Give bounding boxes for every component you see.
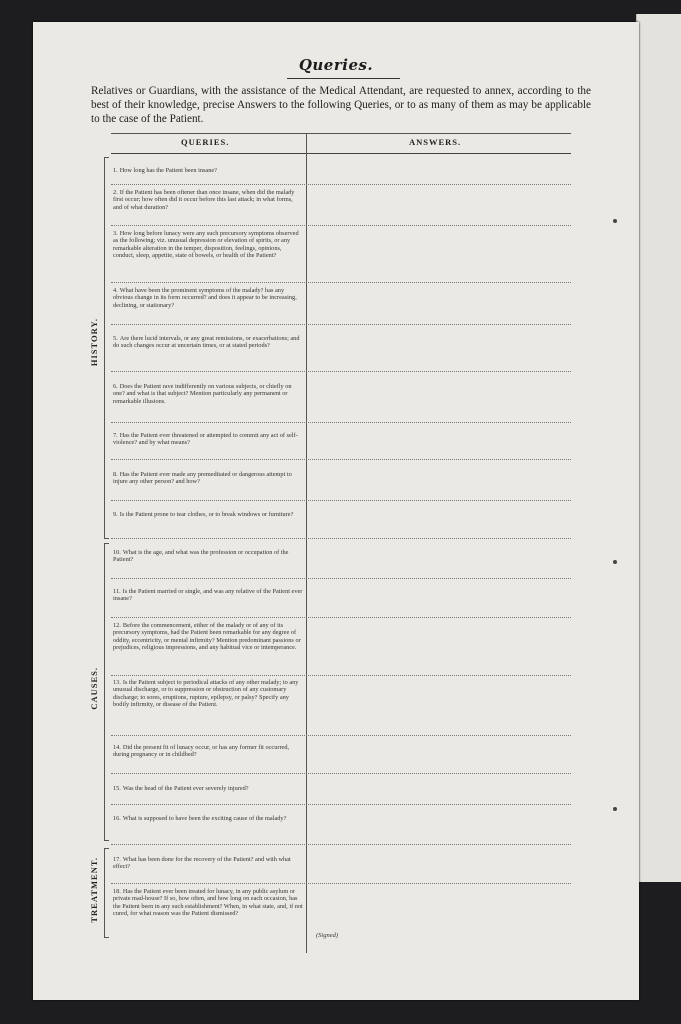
row-rule bbox=[111, 538, 571, 539]
section-causes-brace bbox=[104, 543, 109, 841]
query-item: 15. Was the head of the Patient ever severely injured? bbox=[113, 785, 249, 792]
row-rule bbox=[111, 282, 571, 283]
query-item: 5. Are there lucid intervals, or any great remissions, or exacerbations; and do such changes occur at uncertain times, or at stated periods? bbox=[113, 335, 300, 350]
section-history-brace bbox=[104, 157, 109, 539]
queries-column-header: QUERIES. bbox=[181, 137, 230, 147]
row-rule bbox=[111, 617, 571, 618]
signature-label: (Signed) bbox=[316, 932, 339, 939]
answers-column-header: ANSWERS. bbox=[409, 137, 462, 147]
intro-paragraph: Relatives or Guardians, with the assistance of the Medical Attendant, are requested to annex, according to the best of their knowledge, precise Answers to the following Queries, or to as many of them as may be applicable to the case of the Patient. bbox=[91, 85, 591, 125]
row-rule bbox=[111, 735, 571, 736]
row-rule bbox=[111, 500, 571, 501]
row-rule bbox=[111, 773, 571, 774]
query-item: 17. What has been done for the recovery of the Patient? and with what effect? bbox=[113, 856, 291, 871]
column-header-rule bbox=[111, 153, 571, 154]
query-item: 13. Is the Patient subject to periodical attacks of any other malady; to any unusual discharge, or to suppression or obstruction of any customary discharge; to sores, eruptions, rupture, epilepsy, or palsy? Specify any bodily infirmity, or disease of the Patient. bbox=[113, 679, 299, 709]
query-item: 2. If the Patient has been oftener than once insane, when did the malady first occur; how often did it occur before this last attack; in what forms, and of what duration? bbox=[113, 189, 295, 211]
binding-hole bbox=[613, 807, 617, 811]
title-rule bbox=[287, 78, 400, 79]
row-rule bbox=[111, 675, 571, 676]
section-history-label: HISTORY. bbox=[89, 318, 99, 367]
query-item: 11. Is the Patient married or single, and was any relative of the Patient ever insane? bbox=[113, 588, 303, 603]
row-rule bbox=[111, 459, 571, 460]
binding-hole bbox=[613, 560, 617, 564]
page-title: Queries. bbox=[298, 56, 374, 74]
row-rule bbox=[111, 578, 571, 579]
row-rule bbox=[111, 225, 571, 226]
header-rule bbox=[111, 133, 571, 134]
row-rule bbox=[111, 184, 571, 185]
query-item: 18. Has the Patient ever been treated for lunacy, in any public asylum or private mad-house? If so, how often, and how long on each occasion, has the Patient been in any such establishment? When, in what state, and, if not cured, for what reason was the Patient dismissed? bbox=[113, 888, 303, 918]
binding-hole bbox=[613, 219, 617, 223]
query-item: 14. Did the present fit of lunacy occur, or has any former fit occurred, during pregnancy or in childbed? bbox=[113, 744, 290, 759]
query-item: 8. Has the Patient ever made any premeditated or dangerous attempt to injure any other person? and how? bbox=[113, 471, 292, 486]
query-item: 4. What have been the prominent symptoms of the malady? has any obvious change in its form occurred? and does it appear to be increasing, declining, or stationary? bbox=[113, 287, 297, 309]
query-item: 16. What is supposed to have been the exciting cause of the malady? bbox=[113, 815, 287, 822]
query-item: 7. Has the Patient ever threatened or attempted to commit any act of self-violence? and by what means? bbox=[113, 432, 298, 447]
row-rule bbox=[111, 324, 571, 325]
row-rule bbox=[111, 804, 571, 805]
row-rule bbox=[111, 844, 571, 845]
section-treatment-brace bbox=[104, 848, 109, 938]
row-rule bbox=[111, 883, 571, 884]
query-item: 10. What is the age, and what was the profession or occupation of the Patient? bbox=[113, 549, 289, 564]
section-treatment-label: TREATMENT. bbox=[89, 857, 99, 923]
row-rule bbox=[111, 371, 571, 372]
row-rule bbox=[111, 422, 571, 423]
query-item: 9. Is the Patient prone to tear clothes, or to break windows or furniture? bbox=[113, 511, 294, 518]
document-page bbox=[33, 22, 639, 1000]
query-item: 1. How long has the Patient been insane? bbox=[113, 167, 217, 174]
column-divider bbox=[306, 133, 307, 953]
section-causes-label: CAUSES. bbox=[89, 667, 99, 710]
next-page-edge bbox=[636, 14, 681, 882]
query-item: 6. Does the Patient rave indifferently on various subjects, or chiefly on one? and what is that subject? Mention particularly any permanent or remarkable illusions. bbox=[113, 383, 292, 405]
query-item: 3. How long before lunacy were any such precursory symptoms observed as the following; viz. unusual depression or elevation of spirits, or any remarkable alteration in the temper, disposition, feelings, opinions, conduct, sleep, appetite, state of bowels, or health of the Patient? bbox=[113, 230, 299, 260]
query-item: 12. Before the commencement, either of the malady or of any of its precursory symptoms, had the Patient been remarkable for any degree of oddity, eccentricity, or mental infirmity? Mention predominant passions or prejudices, religious impressions, and any habitual vice or intemperance. bbox=[113, 622, 301, 652]
